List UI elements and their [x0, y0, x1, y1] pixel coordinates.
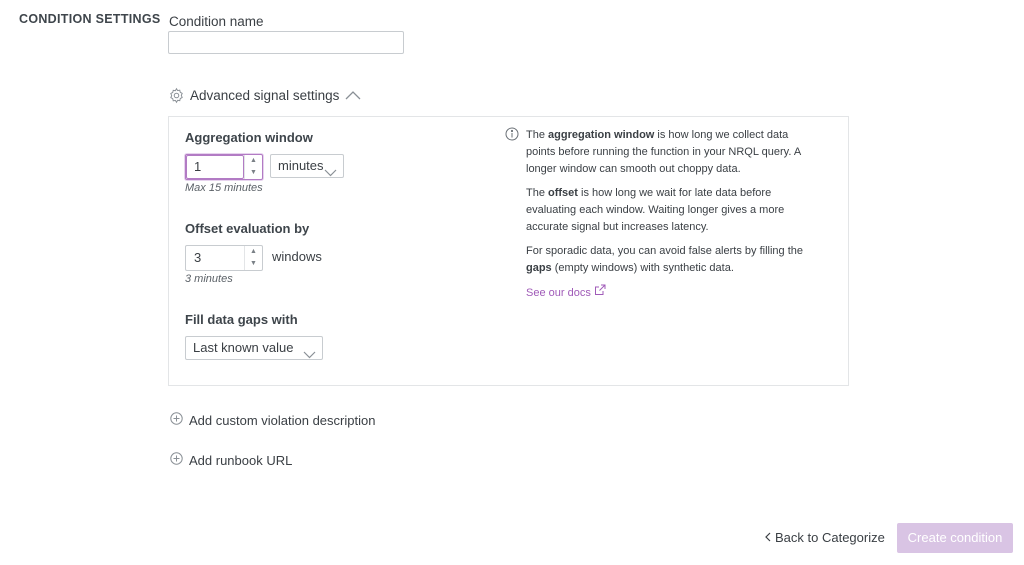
offset-hint: 3 minutes	[185, 273, 233, 285]
advanced-signal-settings-toggle[interactable]	[168, 85, 362, 105]
back-to-categorize-link[interactable]	[765, 530, 885, 545]
offset-spinner	[244, 246, 262, 270]
aggregation-window-stepper[interactable]	[185, 154, 263, 180]
help-text	[526, 127, 814, 302]
help-paragraph-offset: The offset is how long we wait for late data before evaluating each window. Waiting longer gives a more accurate signal but increases latency.	[526, 187, 785, 233]
add-runbook-url[interactable]	[170, 452, 292, 468]
chevron-left-icon	[765, 530, 771, 545]
chevron-down-icon	[303, 344, 316, 366]
add-runbook-label: Add runbook URL	[189, 452, 293, 468]
decrement-button[interactable]: ▼	[250, 169, 257, 176]
offset-suffix: windows	[272, 249, 322, 264]
aggregation-window-title: Aggregation window	[185, 130, 313, 145]
fill-gaps-select[interactable]	[185, 336, 323, 360]
gear-icon	[168, 87, 185, 104]
fill-gaps-title: Fill data gaps with	[185, 312, 298, 327]
aggregation-unit-select[interactable]	[270, 154, 344, 178]
add-custom-violation-description[interactable]	[170, 412, 375, 428]
create-condition-button[interactable]: Create condition	[897, 523, 1013, 553]
aggregation-spinner	[244, 155, 262, 179]
offset-stepper[interactable]	[185, 245, 263, 271]
info-icon	[505, 127, 519, 146]
see-docs-link[interactable]: See our docs	[526, 284, 606, 302]
plus-circle-icon	[170, 412, 183, 428]
increment-button[interactable]: ▲	[250, 157, 257, 164]
external-link-icon	[594, 284, 606, 302]
help-paragraph-aggregation: The aggregation window is how long we collect data points before running the function in your NRQL query. A longer window can smooth out choppy data.	[526, 129, 801, 175]
offset-input[interactable]	[194, 246, 244, 270]
aggregation-window-input[interactable]	[194, 155, 244, 179]
back-label: Back to Categorize	[775, 530, 885, 545]
aggregation-unit-value: minutes	[278, 158, 324, 173]
advanced-settings-panel	[168, 116, 849, 386]
increment-button[interactable]: ▲	[250, 248, 257, 255]
aggregation-hint: Max 15 minutes	[185, 182, 263, 194]
chevron-up-icon	[344, 89, 362, 101]
advanced-signal-settings-label: Advanced signal settings	[190, 87, 340, 103]
add-description-label: Add custom violation description	[189, 412, 376, 428]
section-title: CONDITION SETTINGS	[19, 12, 161, 26]
decrement-button[interactable]: ▼	[250, 260, 257, 267]
plus-circle-icon	[170, 452, 183, 468]
help-paragraph-gaps: For sporadic data, you can avoid false alerts by filling the gaps (empty windows) with synthetic data.	[526, 245, 803, 274]
chevron-down-icon	[324, 162, 337, 184]
offset-evaluation-title: Offset evaluation by	[185, 221, 310, 236]
condition-name-input[interactable]	[168, 31, 404, 54]
fill-gaps-value: Last known value	[193, 340, 294, 355]
condition-name-label: Condition name	[169, 14, 264, 29]
